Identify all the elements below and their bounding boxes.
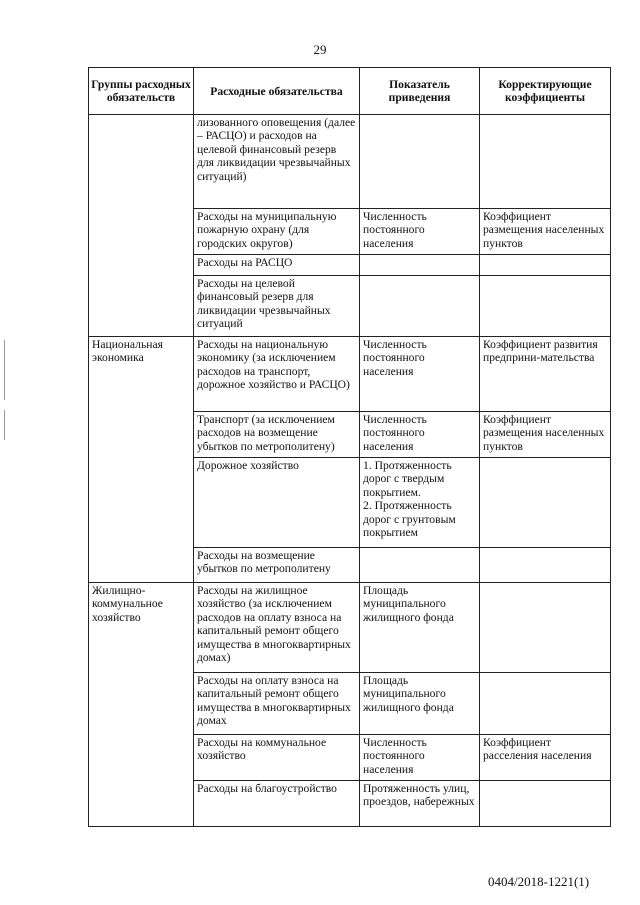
group-cell: Национальная экономика [89, 337, 194, 583]
obligation-cell: лизованного оповещения (далее – РАСЦО) и расходов на целевой финансовый резерв для ликвидации чрезвычайных ситуаций) [194, 115, 360, 209]
obligation-cell: Расходы на национальную экономику (за исключением расходов на транспорт, дорожное хозяйство и РАСЦО) [194, 337, 360, 412]
page-number: 29 [313, 42, 327, 57]
indicator-cell: Численность постоянного населения [360, 735, 480, 781]
coefficient-cell [480, 255, 611, 276]
coefficient-cell [480, 781, 611, 827]
coefficient-cell [480, 548, 611, 583]
indicator-cell: Численность постоянного населения [360, 337, 480, 412]
scan-mark [4, 410, 5, 440]
obligation-cell: Расходы на РАСЦО [194, 255, 360, 276]
indicator-cell: 1. Протяженность дорог с твердым покрытием. 2. Протяженность дорог с грунтовым покрытием [360, 458, 480, 548]
table-row [89, 337, 611, 412]
coefficient-cell [480, 276, 611, 337]
document-code: 0404/2018-1221(1) [488, 874, 590, 889]
coefficient-cell: Коэффициент размещения населенных пунктов [480, 209, 611, 255]
indicator-cell: Площадь муниципального жилищного фонда [360, 673, 480, 735]
table-row [89, 115, 611, 209]
indicator-cell [360, 255, 480, 276]
header-indicator: Показатель приведения [360, 68, 480, 115]
coefficient-cell [480, 673, 611, 735]
expenditure-table [88, 67, 611, 827]
indicator-cell [360, 115, 480, 209]
coefficient-cell: Коэффициент размещения населенных пунктов [480, 412, 611, 458]
coefficient-cell: Коэффициент развития предприни-мательства [480, 337, 611, 412]
obligation-cell: Расходы на жилищное хозяйство (за исключением расходов на оплату взноса на капитальный ремонт общего имущества в многоквартирных домах) [194, 583, 360, 673]
obligation-cell: Расходы на коммунальное хозяйство [194, 735, 360, 781]
table-body [89, 115, 611, 827]
indicator-cell: Численность постоянного населения [360, 412, 480, 458]
indicator-cell: Численность постоянного населения [360, 209, 480, 255]
table-header [89, 68, 611, 115]
obligation-cell: Транспорт (за исключением расходов на возмещение убытков по метрополитену) [194, 412, 360, 458]
header-coefficients: Корректирующие коэффициенты [480, 68, 611, 115]
header-row [89, 68, 611, 115]
indicator-cell: Протяженность улиц, проездов, набережных [360, 781, 480, 827]
coefficient-cell [480, 458, 611, 548]
indicator-cell [360, 276, 480, 337]
coefficient-cell [480, 583, 611, 673]
obligation-cell: Расходы на благоустройство [194, 781, 360, 827]
header-groups: Группы расходных обязательств [89, 68, 194, 115]
indicator-cell: Площадь муниципального жилищного фонда [360, 583, 480, 673]
group-cell: Жилищно-коммунальное хозяйство [89, 583, 194, 827]
coefficient-cell [480, 115, 611, 209]
scan-mark [4, 340, 5, 400]
table-row [89, 583, 611, 673]
group-cell [89, 115, 194, 337]
obligation-cell: Расходы на целевой финансовый резерв для ликвидации чрезвычайных ситуаций [194, 276, 360, 337]
obligation-cell: Расходы на оплату взноса на капитальный ремонт общего имущества в многоквартирных домах [194, 673, 360, 735]
obligation-cell: Дорожное хозяйство [194, 458, 360, 548]
coefficient-cell: Коэффициент расселения населения [480, 735, 611, 781]
obligation-cell: Расходы на возмещение убытков по метрополитену [194, 548, 360, 583]
obligation-cell: Расходы на муниципальную пожарную охрану (для городских округов) [194, 209, 360, 255]
indicator-cell [360, 548, 480, 583]
header-obligations: Расходные обязательства [194, 68, 360, 115]
